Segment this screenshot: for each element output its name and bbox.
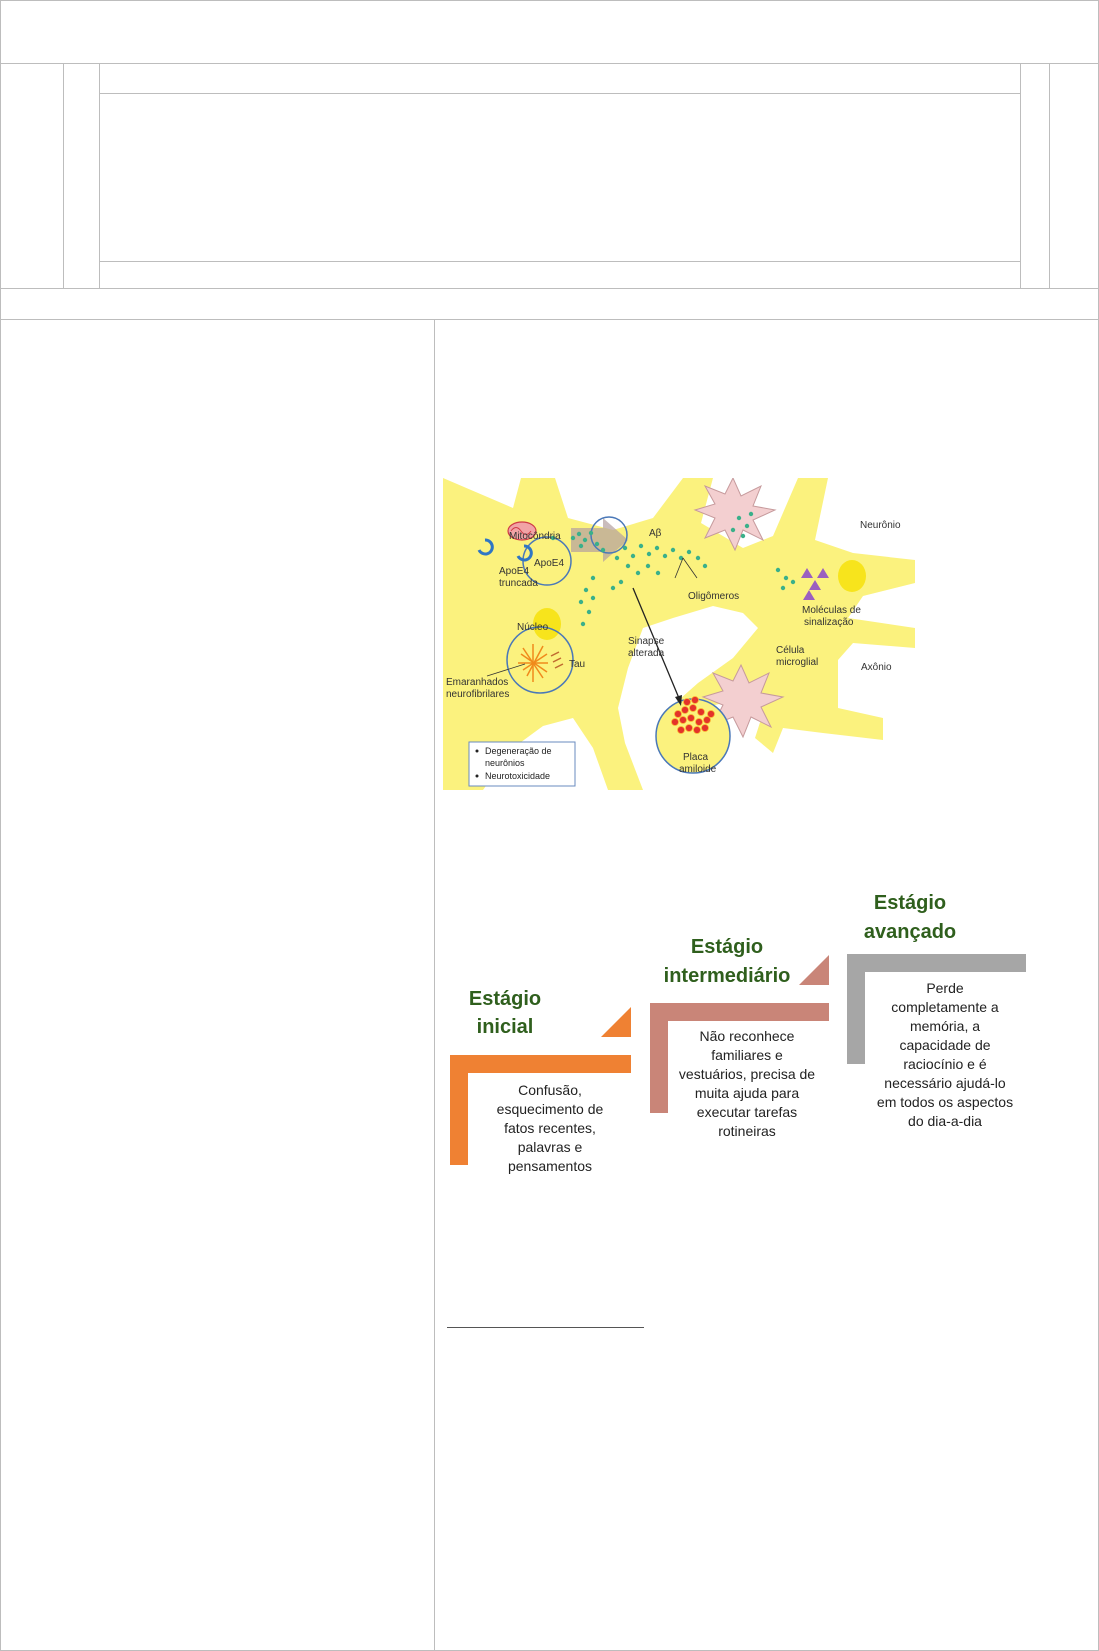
stage-intermediate-desc-4: muita ajuda para [694, 1085, 800, 1101]
label-nucleo: Núcleo [517, 622, 549, 633]
label-sinapse-2: alterada [628, 648, 665, 659]
legend-line-3: Neurotoxicidade [485, 771, 551, 781]
stage-advanced-desc-5: raciocínio e é [903, 1056, 987, 1072]
diagram-legend [469, 742, 575, 786]
stage-advanced-desc-8: do dia-a-dia [908, 1113, 982, 1129]
stage-advanced-desc-2: completamente a [891, 999, 999, 1015]
label-apoe4-truncada-1: ApoE4 [499, 566, 530, 577]
label-celula-2: microglial [776, 657, 819, 668]
label-moleculas-2: sinalização [804, 617, 854, 628]
stage-intermediate-desc-3: vestuários, precisa de [678, 1066, 816, 1082]
label-moleculas-1: Moléculas de [802, 605, 861, 616]
stage-advanced-desc-7: em todos os aspectos [876, 1094, 1014, 1110]
label-emaranhados-2: neurofibrilares [446, 689, 510, 700]
alzheimer-stages [440, 880, 1040, 1200]
stage-advanced-title-2: avançado [863, 921, 957, 943]
label-placa-2: amiloide [679, 764, 717, 775]
label-neuronio: Neurônio [860, 520, 901, 531]
stage-intermediate [650, 936, 829, 1139]
neuron-diagram [443, 478, 915, 790]
stage-initial-desc-3: fatos recentes, [504, 1120, 596, 1136]
stage-intermediate-desc-2: familiares e [711, 1047, 783, 1063]
stage-intermediate-title-1: Estágio [690, 936, 764, 958]
stage-advanced-desc-6: necessário ajudá-lo [884, 1075, 1006, 1091]
label-mitocondria: Mitocôndria [509, 531, 561, 542]
stage-intermediate-desc-6: rotineiras [718, 1123, 776, 1139]
nucleus-right [838, 560, 866, 592]
label-abeta: Aβ [649, 528, 662, 539]
stage-intermediate-title-2: intermediário [663, 965, 791, 987]
stage-intermediate-desc-5: executar tarefas [696, 1104, 798, 1120]
label-apoe4: ApoE4 [534, 558, 565, 569]
legend-line-2: neurônios [485, 758, 525, 768]
label-axonio: Axônio [861, 662, 892, 673]
stage-initial [450, 988, 631, 1174]
stage-advanced-desc-3: memória, a [909, 1018, 981, 1034]
stage-initial-desc-2: esquecimento de [496, 1101, 604, 1117]
stage-initial-title-1: Estágio [468, 988, 542, 1010]
stage-initial-desc-4: palavras e [517, 1139, 583, 1155]
stage-advanced-desc-4: capacidade de [899, 1037, 991, 1053]
label-tau: Tau [569, 659, 586, 670]
stage-initial-desc-5: pensamentos [507, 1158, 593, 1174]
label-apoe4-truncada-2: truncada [499, 578, 538, 589]
label-celula-1: Célula [776, 645, 805, 656]
stage-initial-title-2: inicial [476, 1016, 534, 1038]
stage-advanced [847, 892, 1026, 1129]
legend-line-1: Degeneração de [485, 746, 552, 756]
label-placa-1: Placa [683, 752, 709, 763]
label-emaranhados-1: Emaranhados [446, 677, 509, 688]
label-oligomeros: Oligômeros [688, 591, 740, 602]
stage-advanced-desc-1: Perde [926, 980, 964, 996]
stage-advanced-title-1: Estágio [873, 892, 947, 914]
stage-intermediate-desc-1: Não reconhece [699, 1028, 795, 1044]
footnote-separator [447, 1327, 644, 1328]
stage-initial-desc-1: Confusão, [518, 1082, 582, 1098]
label-sinapse-1: Sinapse [628, 636, 665, 647]
